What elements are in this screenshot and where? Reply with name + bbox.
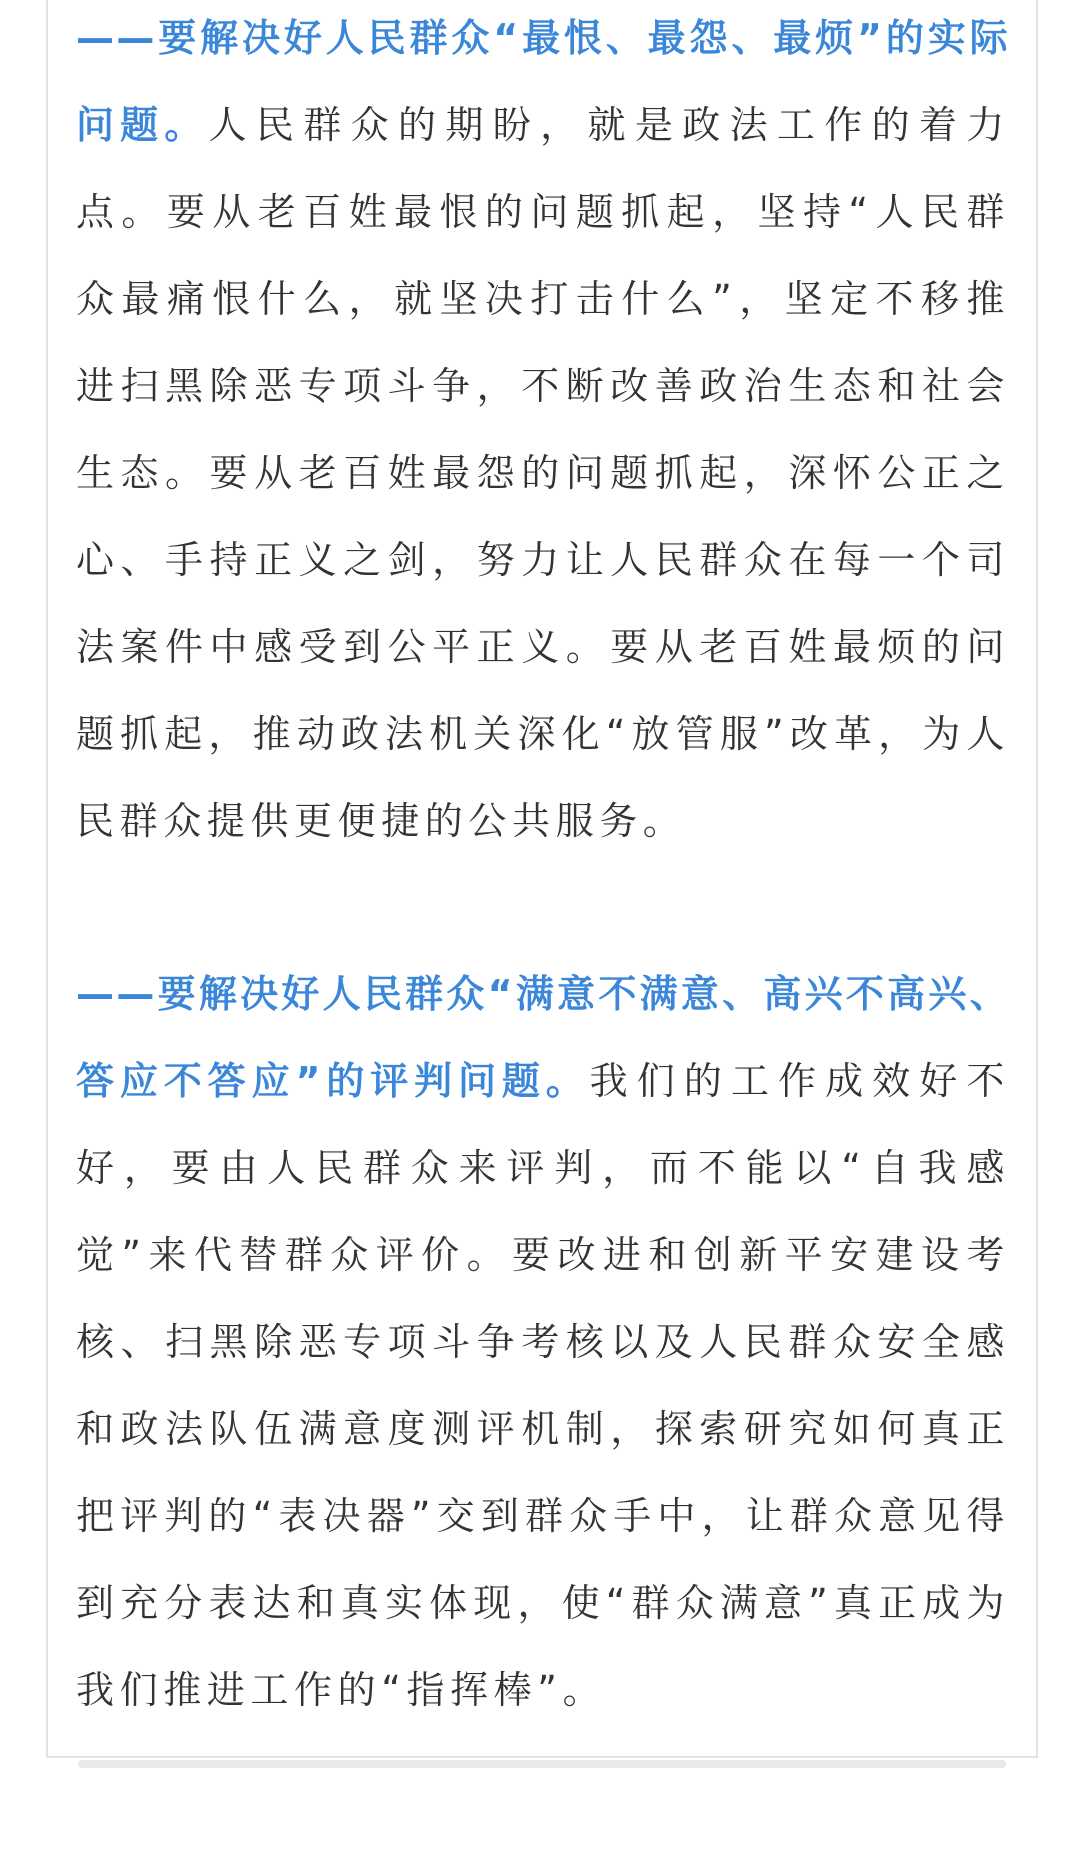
article-paragraph-2 <box>76 951 1010 1734</box>
paragraph-2-lead: ——要解决好人民群众“满意不满意、高兴不高兴、答应不答应”的评判问题。 <box>76 972 1010 1103</box>
paragraph-1-lead: ——要解决好人民群众“最恨、最怨、最烦”的实际问题。 <box>76 16 1010 147</box>
paragraph-1-body: 人民群众的期盼，就是政法工作的着力点。要从老百姓最恨的问题抓起，坚持“人民群众最痛恨什么，就坚决打击什么”，坚定不移推进扫黑除恶专项斗争，不断改善政治生态和社会生态。要从老百姓最怨的问题抓起，深怀公正之心、手持正义之剑，努力让人民群众在每一个司法案件中感受到公平正义。要从老百姓最烦的问题抓起，推动政法机关深化“放管服”改革，为人民群众提供更便捷的公共服务。 <box>76 103 1011 843</box>
article-paragraph-1 <box>76 0 1010 865</box>
card-bottom-shadow <box>78 1760 1006 1768</box>
paragraph-2-body: 我们的工作成效好不好，要由人民群众来评判，而不能以“自我感觉”来代替群众评价。要改进和创新平安建设考核、扫黑除恶专项斗争考核以及人民群众安全感和政法队伍满意度测评机制，探索研究如何真正把评判的“表决器”交到群众手中，让群众意见得到充分表达和真实体现，使“群众满意”真正成为我们推进工作的“指挥棒”。 <box>76 1059 1010 1712</box>
